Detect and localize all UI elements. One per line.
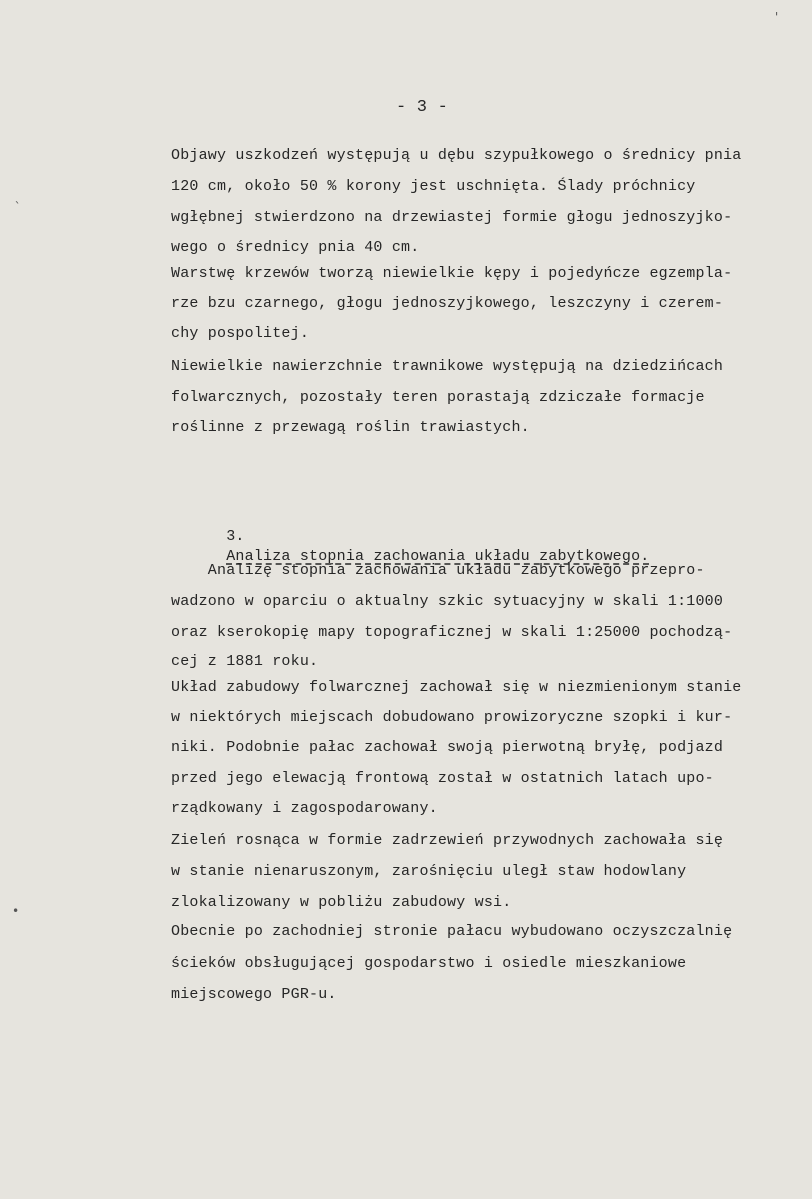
scan-mark: • xyxy=(12,904,20,918)
text-line: Niewielkie nawierzchnie trawnikowe występują na dziedzińcach xyxy=(171,358,724,375)
text-line: roślinne z przewagą roślin trawiastych. xyxy=(171,419,530,436)
text-line: przed jego elewacją frontową został w ostatnich latach upo- xyxy=(171,770,714,787)
text-line: wego o średnicy pnia 40 cm. xyxy=(171,239,420,256)
text-line: wadzono w oparciu o aktualny szkic sytuacyjny w skali 1:1000 xyxy=(171,593,724,610)
text-line: miejscowego PGR-u. xyxy=(171,986,337,1003)
text-line: folwarcznych, pozostały teren porastają zdziczałe formacje xyxy=(171,389,705,406)
text-line: Analizę stopnia zachowania układu zabytkowego przepro- xyxy=(171,562,705,579)
text-line: Warstwę krzewów tworzą niewielkie kępy i pojedyńcze egzempla- xyxy=(171,265,733,282)
text-line: oraz kserokopię mapy topograficznej w skali 1:25000 pochodzą- xyxy=(171,624,733,641)
section-number: 3. xyxy=(226,528,245,545)
text-line: 120 cm, około 50 % korony jest uschnięta. Ślady próchnicy xyxy=(171,178,696,195)
text-line: ścieków obsługującej gospodarstwo i osiedle mieszkaniowe xyxy=(171,955,687,972)
text-line: rządkowany i zagospodarowany. xyxy=(171,800,438,817)
scan-mark: ` xyxy=(14,200,22,214)
page-number: - 3 - xyxy=(396,98,449,117)
scan-mark: ' xyxy=(773,10,781,24)
text-line: cej z 1881 roku. xyxy=(171,653,319,670)
text-line: zlokalizowany w pobliżu zabudowy wsi. xyxy=(171,894,512,911)
text-line: w niektórych miejscach dobudowano prowizoryczne szopki i kur- xyxy=(171,709,733,726)
text-line: Układ zabudowy folwarcznej zachował się w niezmienionym stanie xyxy=(171,679,742,696)
text-line: niki. Podobnie pałac zachował swoją pierwotną bryłę, podjazd xyxy=(171,739,724,756)
text-line: Objawy uszkodzeń występują u dębu szypułkowego o średnicy pnia xyxy=(171,147,742,164)
text-line: chy pospolitej. xyxy=(171,325,310,342)
text-line: w stanie nienaruszonym, zarośnięciu uległ staw hodowlany xyxy=(171,863,687,880)
text-line: wgłębnej stwierdzono na drzewiastej formie głogu jednoszyjko- xyxy=(171,209,733,226)
text-line: Zieleń rosnąca w formie zadrzewień przywodnych zachowała się xyxy=(171,832,724,849)
section-title: Analiza stopnia zachowania układu zabytkowego. xyxy=(226,548,650,565)
text-line: rze bzu czarnego, głogu jednoszyjkowego, leszczyny i czerem- xyxy=(171,295,724,312)
text-line: Obecnie po zachodniej stronie pałacu wybudowano oczyszczalnię xyxy=(171,923,733,940)
